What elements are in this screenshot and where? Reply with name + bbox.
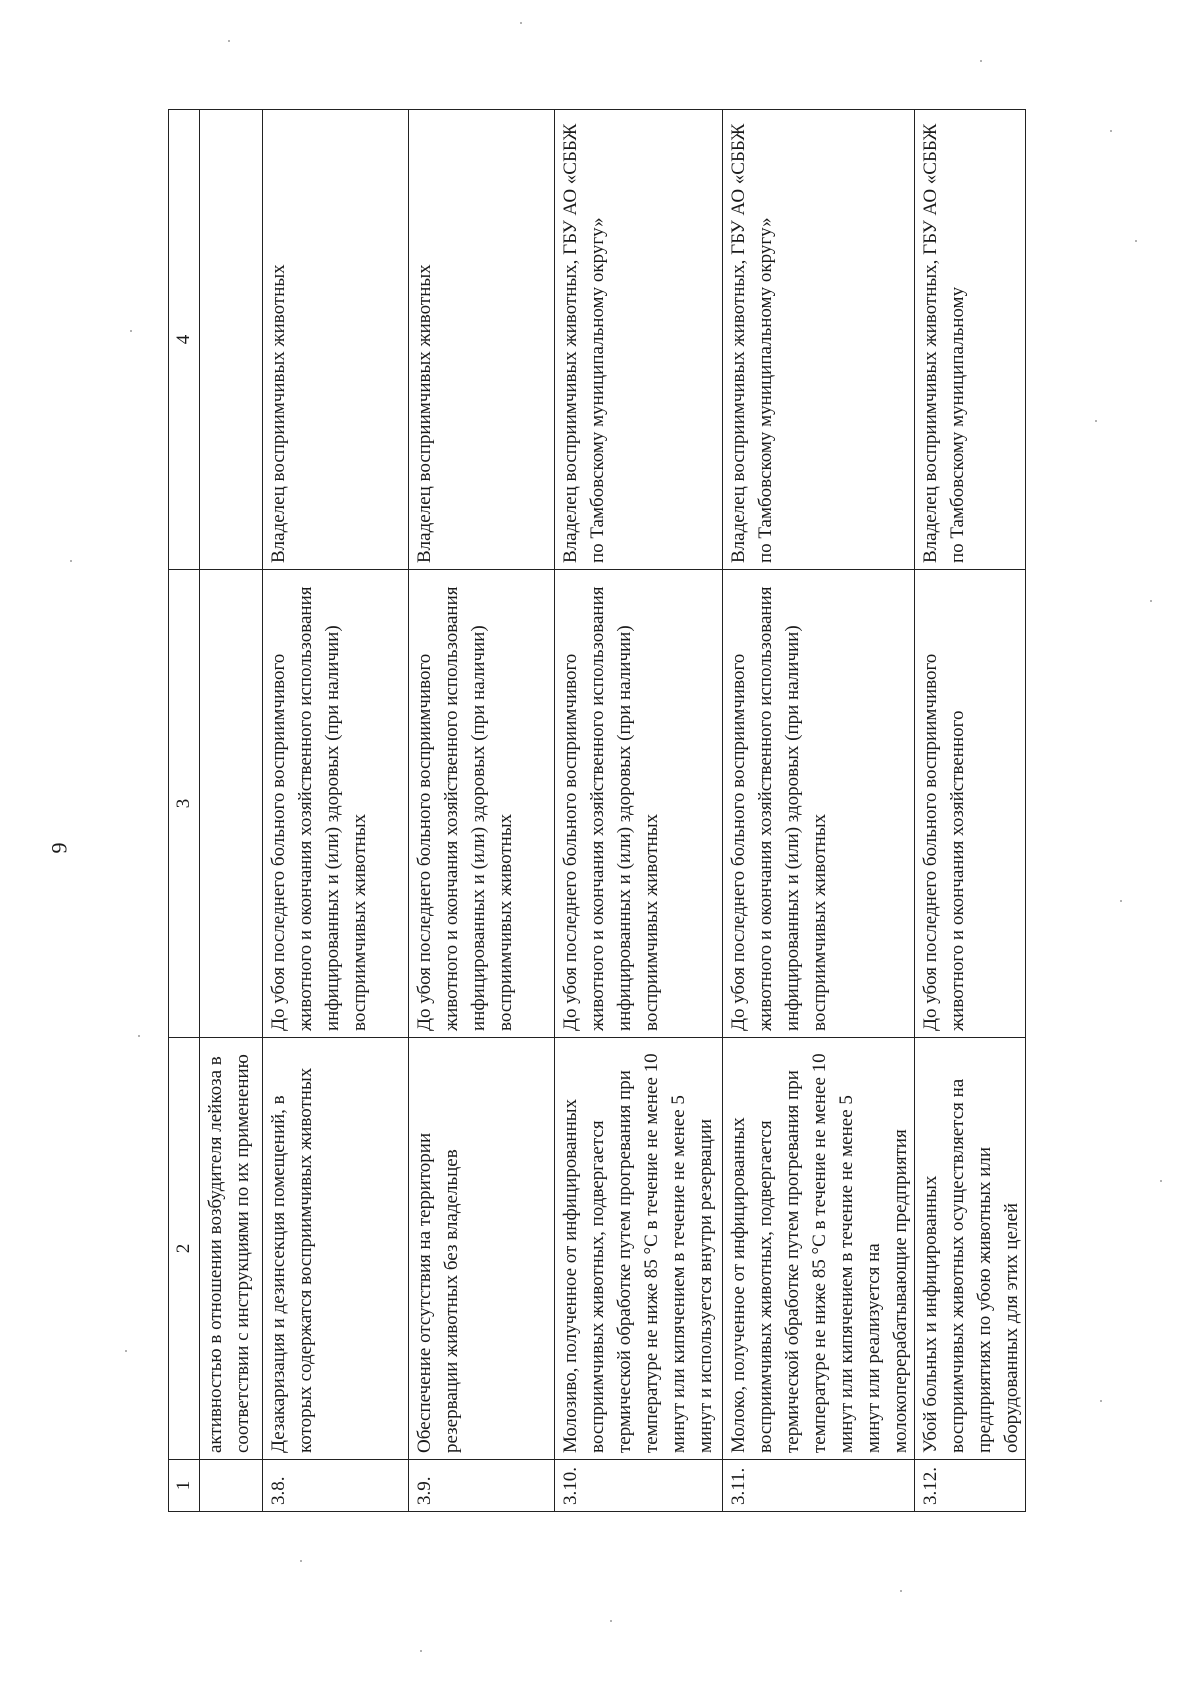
responsible-cell: Владелец восприимчивых животных, ГБУ АО «СББЖ по Тамбовскому муниципальному <box>915 110 1026 570</box>
term-cell: До убоя последнего больного восприимчивого животного и окончания хозяйственного использования инфицированных и (или) здоровых (при наличии) восприимчивых животных <box>409 570 555 1038</box>
term-cell: До убоя последнего больного восприимчивого животного и окончания хозяйственного использования инфицированных и (или) здоровых (при наличии) восприимчивых животных <box>555 570 723 1038</box>
table-row <box>915 110 1026 1512</box>
header-cell: 1 <box>169 1460 200 1512</box>
table-row <box>555 110 723 1512</box>
row-number: 3.9. <box>409 1460 555 1512</box>
header-cell: 3 <box>169 570 200 1038</box>
row-number: 3.11. <box>723 1460 915 1512</box>
row-number: 3.12. <box>915 1460 1026 1512</box>
term-cell: До убоя последнего больного восприимчивого животного и окончания хозяйственного использования инфицированных и (или) здоровых (при наличии) восприимчивых животных <box>263 570 409 1038</box>
term-cell: До убоя последнего больного восприимчивого животного и окончания хозяйственного <box>915 570 1026 1038</box>
term-cell <box>200 570 263 1038</box>
row-number: 3.10. <box>555 1460 723 1512</box>
header-cell: 4 <box>169 110 200 570</box>
table-container <box>168 110 1030 1512</box>
table-row <box>263 110 409 1512</box>
measure-cell: Обеспечение отсутствия на территории резервации животных без владельцев <box>409 1038 555 1460</box>
measure-cell: Убой больных и инфицированных восприимчивых животных осуществляется на предприятиях по убою животных или оборудованных для этих целей <box>915 1038 1026 1460</box>
responsible-cell: Владелец восприимчивых животных, ГБУ АО «СББЖ по Тамбовскому муниципальному округу» <box>555 110 723 570</box>
measures-table <box>168 109 1026 1512</box>
responsible-cell <box>200 110 263 570</box>
responsible-cell: Владелец восприимчивых животных <box>263 110 409 570</box>
page-number: 9 <box>46 842 72 854</box>
table-header-row <box>169 110 200 1512</box>
measure-cell: активностью в отношении возбудителя лейкоза в соответствии с инструкциями по их применению <box>200 1038 263 1460</box>
table-row <box>723 110 915 1512</box>
responsible-cell: Владелец восприимчивых животных <box>409 110 555 570</box>
header-cell: 2 <box>169 1038 200 1460</box>
row-number <box>200 1460 263 1512</box>
measure-cell: Молоко, полученное от инфицированных восприимчивых животных, подвергается термической обработке путем прогревания при температуре не ниже 85 °С в течение не менее 10 минут или кипячением в течение не менее 5 минут или реализуется на молокоперерабатывающие предприятия <box>723 1038 915 1460</box>
table-row <box>200 110 263 1512</box>
row-number: 3.8. <box>263 1460 409 1512</box>
responsible-cell: Владелец восприимчивых животных, ГБУ АО «СББЖ по Тамбовскому муниципальному округу» <box>723 110 915 570</box>
measure-cell: Дезакаризация и дезинсекция помещений, в которых содержатся восприимчивых животных <box>263 1038 409 1460</box>
table-row <box>409 110 555 1512</box>
measure-cell: Молозиво, полученное от инфицированных восприимчивых животных, подвергается термической обработке путем прогревания при температуре не ниже 85 °С в течение не менее 10 минут или кипячением в течение не менее 5 минут и используется внутри резервации <box>555 1038 723 1460</box>
term-cell: До убоя последнего больного восприимчивого животного и окончания хозяйственного использования инфицированных и (или) здоровых (при наличии) восприимчивых животных <box>723 570 915 1038</box>
